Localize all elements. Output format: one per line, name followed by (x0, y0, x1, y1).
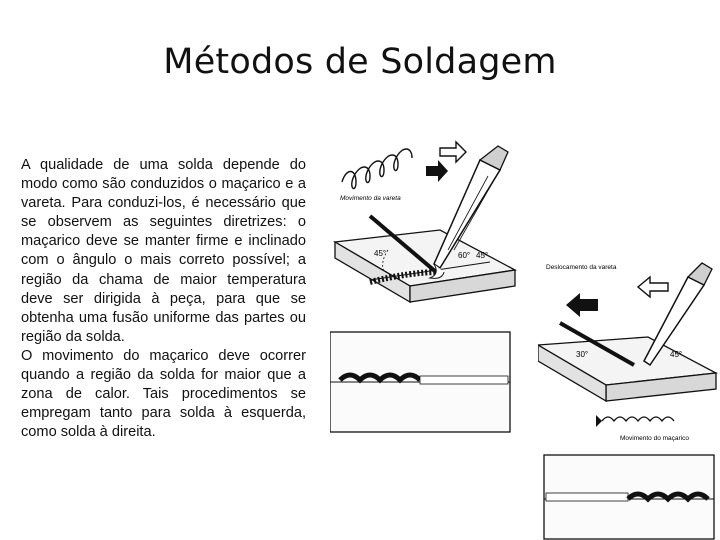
outline-arrow-left-icon (638, 277, 668, 297)
figure-right-welding (538, 255, 718, 540)
outline-arrow-icon (440, 142, 466, 162)
paragraph-1: A qualidade de uma solda depende do modo como são conduzidos o maçarico e a vareta. Para conduzi-los, é necessário que se observem as seguintes diretrizes: o maçarico deve se manter firme e inclinado com o ângulo o mais correto possível; a região da chama de maior temperatura deve ser dirigida à peça, para que se obtenha uma fusão uniforme das partes ou região da solda. (21, 157, 306, 345)
angle-right-2: 45° (670, 350, 683, 359)
angle-right-1: 30° (576, 350, 589, 359)
body-text (21, 156, 306, 442)
slide-title: Métodos de Soldagem (163, 42, 557, 82)
label-rod-motion: Movimento da vareta (340, 195, 401, 202)
solid-arrow-left-icon (566, 293, 598, 317)
solid-arrow-icon (426, 160, 448, 182)
figure-left-welding (330, 140, 520, 440)
label-torch-motion: Movimento do maçarico (620, 435, 689, 442)
rod-motion-spiral (342, 149, 412, 189)
angle-label-3: 45° (476, 251, 489, 260)
label-rod-displacement: Deslocamento da vareta (546, 264, 617, 271)
angle-label-2: 60° (458, 251, 471, 260)
paragraph-2: O movimento do maçarico deve ocorrer quando a região da solda for maior que a zona de calor. Tais procedimentos se empregam tanto para solda à esquerda, como solda à direita. (21, 347, 306, 441)
angle-label-1: 45° (374, 249, 387, 258)
